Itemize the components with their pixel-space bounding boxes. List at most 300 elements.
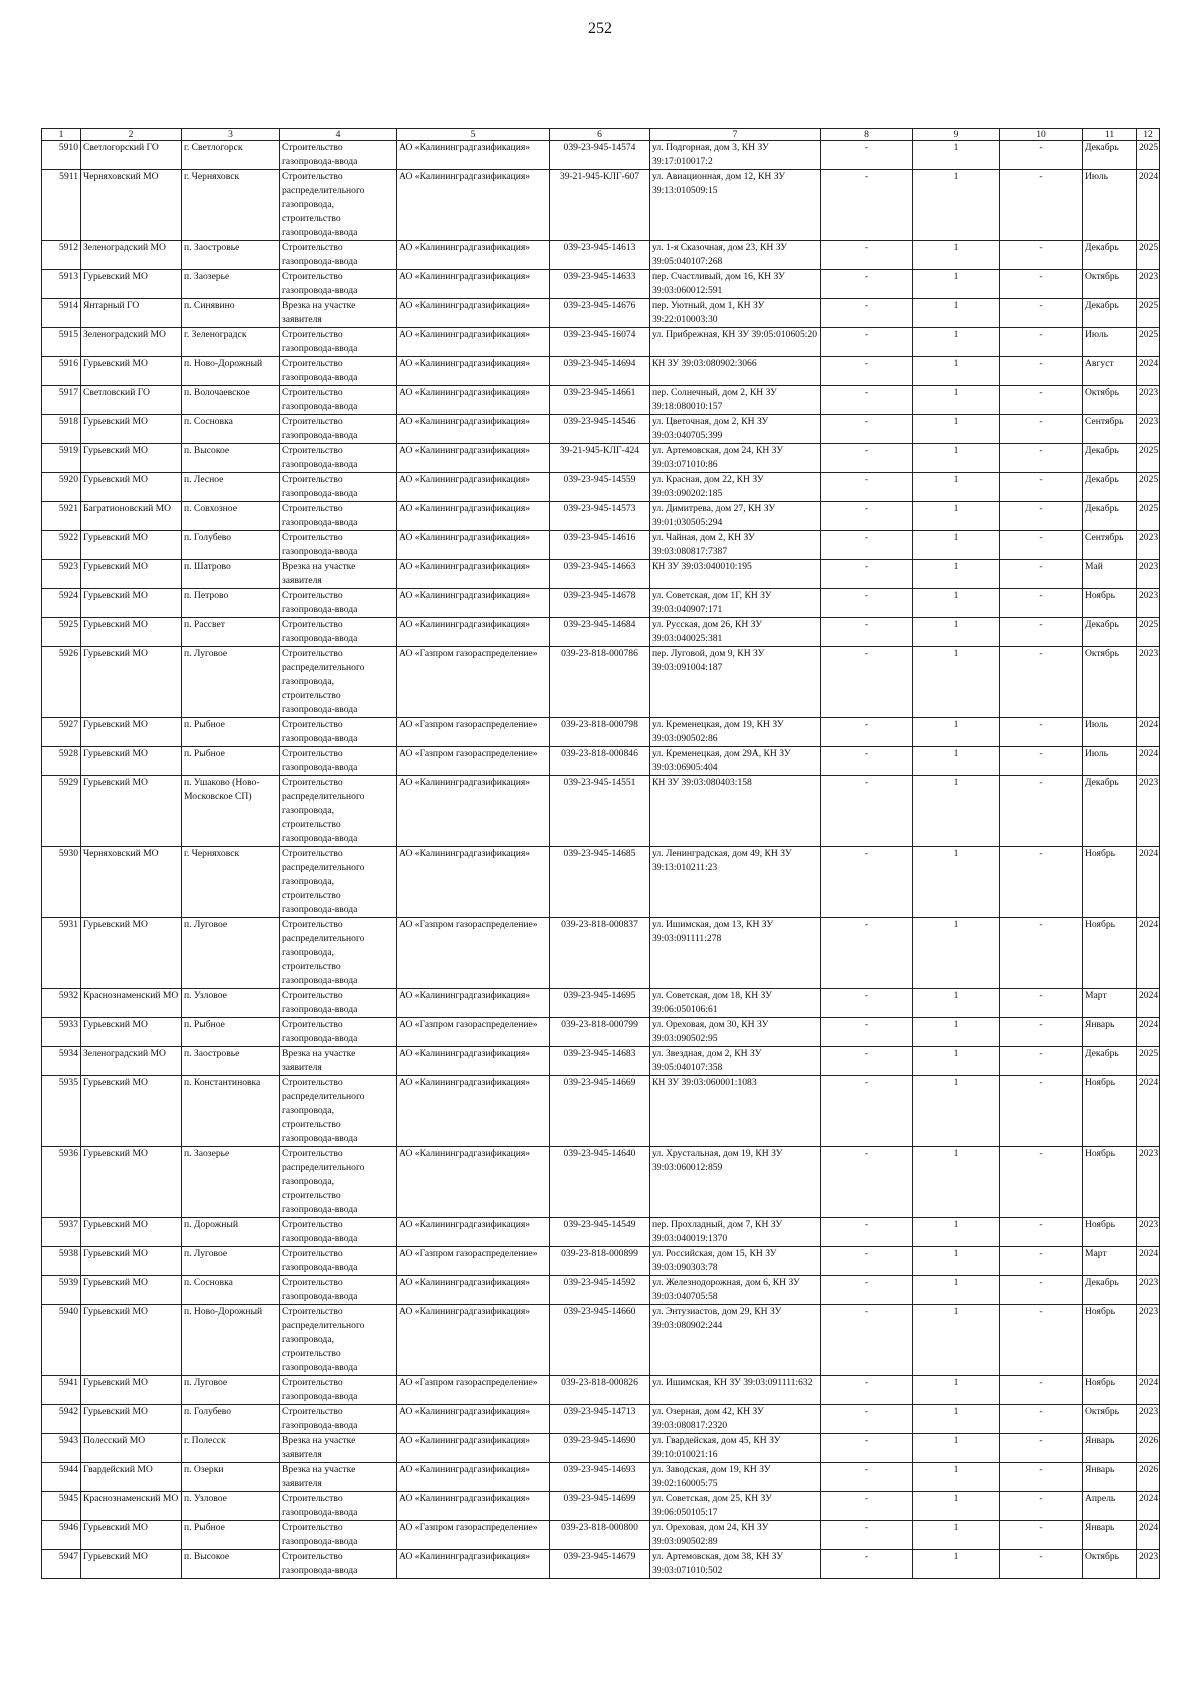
table-row <box>42 1276 1160 1305</box>
col8-cell: - <box>821 386 913 415</box>
col10-cell: - <box>1000 1550 1083 1579</box>
year-cell: 2024 <box>1137 1492 1160 1521</box>
request-code-cell: 039-23-945-14685 <box>550 847 650 918</box>
col9-cell: 1 <box>913 618 1000 647</box>
work-type-cell: Строительство газопровода-ввода <box>280 1247 397 1276</box>
table-row <box>42 1147 1160 1218</box>
col9-cell: 1 <box>913 1218 1000 1247</box>
address-cell: ул. Заводская, дом 19, КН ЗУ 39:02:160005:75 <box>650 1463 821 1492</box>
table-row <box>42 270 1160 299</box>
municipality-cell: Гурьевский МО <box>81 357 182 386</box>
organization-cell: АО «Калининградгазификация» <box>397 170 550 241</box>
organization-cell: АО «Калининградгазификация» <box>397 560 550 589</box>
address-cell: КН ЗУ 39:03:080403:158 <box>650 776 821 847</box>
request-code-cell: 039-23-945-14678 <box>550 589 650 618</box>
organization-cell: АО «Газпром газораспределение» <box>397 747 550 776</box>
col10-cell: - <box>1000 747 1083 776</box>
settlement-cell: п. Синявино <box>182 299 280 328</box>
request-code-cell: 039-23-945-14660 <box>550 1305 650 1376</box>
address-cell: ул. Гвардейская, дом 45, КН ЗУ 39:10:010021:16 <box>650 1434 821 1463</box>
table-row <box>42 847 1160 918</box>
table-row <box>42 502 1160 531</box>
work-type-cell: Врезка на участке заявителя <box>280 1463 397 1492</box>
col8-cell: - <box>821 1047 913 1076</box>
month-cell: Декабрь <box>1083 1047 1137 1076</box>
settlement-cell: п. Ново-Дорожный <box>182 1305 280 1376</box>
row-number-cell: 5923 <box>42 560 81 589</box>
settlement-cell: п. Луговое <box>182 1376 280 1405</box>
year-cell: 2025 <box>1137 618 1160 647</box>
col8-cell: - <box>821 618 913 647</box>
work-type-cell: Строительство газопровода-ввода <box>280 141 397 170</box>
col9-cell: 1 <box>913 776 1000 847</box>
row-number-cell: 5913 <box>42 270 81 299</box>
year-cell: 2026 <box>1137 1463 1160 1492</box>
month-cell: Декабрь <box>1083 502 1137 531</box>
year-cell: 2023 <box>1137 1305 1160 1376</box>
municipality-cell: Гурьевский МО <box>81 1018 182 1047</box>
settlement-cell: п. Узловое <box>182 989 280 1018</box>
column-header: 6 <box>550 129 650 141</box>
month-cell: Декабрь <box>1083 618 1137 647</box>
settlement-cell: г. Черняховск <box>182 170 280 241</box>
col10-cell: - <box>1000 473 1083 502</box>
col10-cell: - <box>1000 1521 1083 1550</box>
municipality-cell: Гурьевский МО <box>81 1218 182 1247</box>
row-number-cell: 5916 <box>42 357 81 386</box>
row-number-cell: 5931 <box>42 918 81 989</box>
settlement-cell: п. Заостровье <box>182 241 280 270</box>
col10-cell: - <box>1000 1434 1083 1463</box>
municipality-cell: Гурьевский МО <box>81 531 182 560</box>
request-code-cell: 039-23-945-14613 <box>550 241 650 270</box>
year-cell: 2024 <box>1137 1076 1160 1147</box>
settlement-cell: п. Заостровье <box>182 1047 280 1076</box>
work-type-cell: Строительство газопровода-ввода <box>280 473 397 502</box>
col8-cell: - <box>821 1521 913 1550</box>
month-cell: Декабрь <box>1083 241 1137 270</box>
work-type-cell: Строительство газопровода-ввода <box>280 1492 397 1521</box>
settlement-cell: п. Сосновка <box>182 1276 280 1305</box>
row-number-cell: 5918 <box>42 415 81 444</box>
settlement-cell: г. Полесск <box>182 1434 280 1463</box>
settlement-cell: п. Дорожный <box>182 1218 280 1247</box>
month-cell: Март <box>1083 1247 1137 1276</box>
col10-cell: - <box>1000 170 1083 241</box>
col9-cell: 1 <box>913 1463 1000 1492</box>
request-code-cell: 039-23-945-14683 <box>550 1047 650 1076</box>
col8-cell: - <box>821 718 913 747</box>
month-cell: Сентябрь <box>1083 531 1137 560</box>
col9-cell: 1 <box>913 328 1000 357</box>
work-type-cell: Строительство распределительного газопровода, строительство газопровода-ввода <box>280 847 397 918</box>
work-type-cell: Строительство газопровода-ввода <box>280 747 397 776</box>
organization-cell: АО «Калининградгазификация» <box>397 1405 550 1434</box>
row-number-cell: 5917 <box>42 386 81 415</box>
row-number-cell: 5912 <box>42 241 81 270</box>
municipality-cell: Гурьевский МО <box>81 1147 182 1218</box>
request-code-cell: 039-23-945-14661 <box>550 386 650 415</box>
col10-cell: - <box>1000 776 1083 847</box>
address-cell: ул. Ишимская, дом 13, КН ЗУ 39:03:091111:278 <box>650 918 821 989</box>
table-row <box>42 647 1160 718</box>
organization-cell: АО «Калининградгазификация» <box>397 502 550 531</box>
col10-cell: - <box>1000 415 1083 444</box>
work-type-cell: Строительство газопровода-ввода <box>280 718 397 747</box>
year-cell: 2023 <box>1137 776 1160 847</box>
table-row <box>42 386 1160 415</box>
year-cell: 2023 <box>1137 386 1160 415</box>
request-code-cell: 039-23-945-14546 <box>550 415 650 444</box>
table-row <box>42 989 1160 1018</box>
request-code-cell: 039-23-945-14640 <box>550 1147 650 1218</box>
col9-cell: 1 <box>913 1076 1000 1147</box>
col9-cell: 1 <box>913 918 1000 989</box>
row-number-cell: 5919 <box>42 444 81 473</box>
address-cell: пер. Счастливый, дом 16, КН ЗУ 39:03:060012:591 <box>650 270 821 299</box>
col10-cell: - <box>1000 1276 1083 1305</box>
col10-cell: - <box>1000 502 1083 531</box>
settlement-cell: г. Светлогорск <box>182 141 280 170</box>
row-number-cell: 5938 <box>42 1247 81 1276</box>
col8-cell: - <box>821 1405 913 1434</box>
month-cell: Май <box>1083 560 1137 589</box>
work-type-cell: Строительство газопровода-ввода <box>280 328 397 357</box>
row-number-cell: 5947 <box>42 1550 81 1579</box>
work-type-cell: Строительство газопровода-ввода <box>280 1218 397 1247</box>
request-code-cell: 039-23-945-14559 <box>550 473 650 502</box>
row-number-cell: 5924 <box>42 589 81 618</box>
column-header: 8 <box>821 129 913 141</box>
month-cell: Июль <box>1083 170 1137 241</box>
request-code-cell: 039-23-945-14693 <box>550 1463 650 1492</box>
municipality-cell: Полесский МО <box>81 1434 182 1463</box>
request-code-cell: 039-23-945-14695 <box>550 989 650 1018</box>
month-cell: Июль <box>1083 718 1137 747</box>
year-cell: 2023 <box>1137 531 1160 560</box>
month-cell: Ноябрь <box>1083 1218 1137 1247</box>
col8-cell: - <box>821 1492 913 1521</box>
table-header <box>42 129 1160 141</box>
year-cell: 2025 <box>1137 299 1160 328</box>
organization-cell: АО «Калининградгазификация» <box>397 1218 550 1247</box>
col9-cell: 1 <box>913 1405 1000 1434</box>
year-cell: 2025 <box>1137 328 1160 357</box>
row-number-cell: 5935 <box>42 1076 81 1147</box>
organization-cell: АО «Газпром газораспределение» <box>397 918 550 989</box>
month-cell: Август <box>1083 357 1137 386</box>
row-number-cell: 5914 <box>42 299 81 328</box>
organization-cell: АО «Калининградгазификация» <box>397 618 550 647</box>
year-cell: 2023 <box>1137 415 1160 444</box>
col10-cell: - <box>1000 1405 1083 1434</box>
settlement-cell: п. Луговое <box>182 1247 280 1276</box>
col9-cell: 1 <box>913 270 1000 299</box>
col8-cell: - <box>821 1376 913 1405</box>
year-cell: 2023 <box>1137 1550 1160 1579</box>
municipality-cell: Краснознаменский МО <box>81 1492 182 1521</box>
row-number-cell: 5926 <box>42 647 81 718</box>
work-type-cell: Строительство газопровода-ввода <box>280 241 397 270</box>
col8-cell: - <box>821 560 913 589</box>
work-type-cell: Строительство газопровода-ввода <box>280 1550 397 1579</box>
month-cell: Июль <box>1083 747 1137 776</box>
month-cell: Январь <box>1083 1521 1137 1550</box>
organization-cell: АО «Газпром газораспределение» <box>397 647 550 718</box>
municipality-cell: Гурьевский МО <box>81 1521 182 1550</box>
work-type-cell: Строительство распределительного газопровода, строительство газопровода-ввода <box>280 170 397 241</box>
municipality-cell: Гурьевский МО <box>81 1247 182 1276</box>
col10-cell: - <box>1000 1376 1083 1405</box>
municipality-cell: Гурьевский МО <box>81 918 182 989</box>
col10-cell: - <box>1000 647 1083 718</box>
month-cell: Декабрь <box>1083 1276 1137 1305</box>
col10-cell: - <box>1000 1218 1083 1247</box>
col9-cell: 1 <box>913 1018 1000 1047</box>
row-number-cell: 5911 <box>42 170 81 241</box>
organization-cell: АО «Калининградгазификация» <box>397 415 550 444</box>
col8-cell: - <box>821 1018 913 1047</box>
address-cell: КН ЗУ 39:03:040010:195 <box>650 560 821 589</box>
col9-cell: 1 <box>913 1434 1000 1463</box>
col10-cell: - <box>1000 618 1083 647</box>
work-type-cell: Строительство газопровода-ввода <box>280 531 397 560</box>
work-type-cell: Строительство газопровода-ввода <box>280 618 397 647</box>
table-row <box>42 1521 1160 1550</box>
work-type-cell: Врезка на участке заявителя <box>280 560 397 589</box>
organization-cell: АО «Газпром газораспределение» <box>397 718 550 747</box>
settlement-cell: п. Волочаевское <box>182 386 280 415</box>
address-cell: ул. Ишимская, КН ЗУ 39:03:091111:632 <box>650 1376 821 1405</box>
month-cell: Октябрь <box>1083 1550 1137 1579</box>
request-code-cell: 039-23-945-14551 <box>550 776 650 847</box>
year-cell: 2025 <box>1137 141 1160 170</box>
address-cell: ул. Цветочная, дом 2, КН ЗУ 39:03:040705:399 <box>650 415 821 444</box>
row-number-cell: 5941 <box>42 1376 81 1405</box>
settlement-cell: п. Петрово <box>182 589 280 618</box>
col10-cell: - <box>1000 1492 1083 1521</box>
row-number-cell: 5922 <box>42 531 81 560</box>
work-type-cell: Строительство газопровода-ввода <box>280 1018 397 1047</box>
organization-cell: АО «Газпром газораспределение» <box>397 1247 550 1276</box>
address-cell: ул. Артемовская, дом 38, КН ЗУ 39:03:071010:502 <box>650 1550 821 1579</box>
organization-cell: АО «Калининградгазификация» <box>397 1434 550 1463</box>
year-cell: 2025 <box>1137 473 1160 502</box>
month-cell: Октябрь <box>1083 270 1137 299</box>
address-cell: ул. Энтузиастов, дом 29, КН ЗУ 39:03:080902:244 <box>650 1305 821 1376</box>
col10-cell: - <box>1000 444 1083 473</box>
col9-cell: 1 <box>913 989 1000 1018</box>
row-number-cell: 5929 <box>42 776 81 847</box>
row-number-cell: 5930 <box>42 847 81 918</box>
work-type-cell: Строительство газопровода-ввода <box>280 1276 397 1305</box>
year-cell: 2024 <box>1137 1376 1160 1405</box>
col9-cell: 1 <box>913 299 1000 328</box>
address-cell: ул. Советская, дом 1Г, КН ЗУ 39:03:040907:171 <box>650 589 821 618</box>
organization-cell: АО «Калининградгазификация» <box>397 989 550 1018</box>
row-number-cell: 5943 <box>42 1434 81 1463</box>
address-cell: пер. Луговой, дом 9, КН ЗУ 39:03:091004:187 <box>650 647 821 718</box>
col10-cell: - <box>1000 328 1083 357</box>
month-cell: Октябрь <box>1083 1405 1137 1434</box>
request-code-cell: 39-21-945-КЛГ-607 <box>550 170 650 241</box>
col10-cell: - <box>1000 141 1083 170</box>
col10-cell: - <box>1000 1247 1083 1276</box>
request-code-cell: 039-23-818-000846 <box>550 747 650 776</box>
table-row <box>42 918 1160 989</box>
year-cell: 2024 <box>1137 989 1160 1018</box>
municipality-cell: Гурьевский МО <box>81 1550 182 1579</box>
row-number-cell: 5934 <box>42 1047 81 1076</box>
row-number-cell: 5940 <box>42 1305 81 1376</box>
row-number-cell: 5945 <box>42 1492 81 1521</box>
address-cell: КН ЗУ 39:03:060001:1083 <box>650 1076 821 1147</box>
table-row <box>42 444 1160 473</box>
year-cell: 2025 <box>1137 502 1160 531</box>
col8-cell: - <box>821 918 913 989</box>
address-cell: КН ЗУ 39:03:080902:3066 <box>650 357 821 386</box>
organization-cell: АО «Калининградгазификация» <box>397 1076 550 1147</box>
organization-cell: АО «Калининградгазификация» <box>397 357 550 386</box>
settlement-cell: п. Шатрово <box>182 560 280 589</box>
organization-cell: АО «Калининградгазификация» <box>397 141 550 170</box>
table-row <box>42 241 1160 270</box>
row-number-cell: 5933 <box>42 1018 81 1047</box>
organization-cell: АО «Калининградгазификация» <box>397 1492 550 1521</box>
work-type-cell: Строительство газопровода-ввода <box>280 444 397 473</box>
col8-cell: - <box>821 241 913 270</box>
col9-cell: 1 <box>913 1492 1000 1521</box>
col9-cell: 1 <box>913 1521 1000 1550</box>
request-code-cell: 39-21-945-КЛГ-424 <box>550 444 650 473</box>
col8-cell: - <box>821 444 913 473</box>
address-cell: ул. Прибрежная, КН ЗУ 39:05:010605:20 <box>650 328 821 357</box>
address-cell: ул. Подгорная, дом 3, КН ЗУ 39:17:010017:2 <box>650 141 821 170</box>
table-row <box>42 1463 1160 1492</box>
settlement-cell: п. Голубево <box>182 531 280 560</box>
organization-cell: АО «Калининградгазификация» <box>397 473 550 502</box>
column-header: 4 <box>280 129 397 141</box>
address-cell: пер. Солнечный, дом 2, КН ЗУ 39:18:080010:157 <box>650 386 821 415</box>
organization-cell: АО «Калининградгазификация» <box>397 299 550 328</box>
year-cell: 2025 <box>1137 1047 1160 1076</box>
col8-cell: - <box>821 1434 913 1463</box>
municipality-cell: Гурьевский МО <box>81 1276 182 1305</box>
col9-cell: 1 <box>913 1550 1000 1579</box>
request-code-cell: 039-23-945-14684 <box>550 618 650 647</box>
table-row <box>42 747 1160 776</box>
col10-cell: - <box>1000 531 1083 560</box>
year-cell: 2023 <box>1137 589 1160 618</box>
page-number: 252 <box>588 20 612 37</box>
col10-cell: - <box>1000 989 1083 1018</box>
work-type-cell: Строительство распределительного газопровода, строительство газопровода-ввода <box>280 776 397 847</box>
municipality-cell: Зеленоградский МО <box>81 1047 182 1076</box>
settlement-cell: п. Узловое <box>182 1492 280 1521</box>
year-cell: 2023 <box>1137 1218 1160 1247</box>
column-header: 5 <box>397 129 550 141</box>
col8-cell: - <box>821 989 913 1018</box>
municipality-cell: Черняховский МО <box>81 847 182 918</box>
month-cell: Октябрь <box>1083 386 1137 415</box>
year-cell: 2024 <box>1137 1018 1160 1047</box>
settlement-cell: п. Рассвет <box>182 618 280 647</box>
col9-cell: 1 <box>913 1305 1000 1376</box>
municipality-cell: Зеленоградский МО <box>81 241 182 270</box>
municipality-cell: Гурьевский МО <box>81 718 182 747</box>
address-cell: ул. Ореховая, дом 30, КН ЗУ 39:03:090502:95 <box>650 1018 821 1047</box>
table-row <box>42 718 1160 747</box>
request-code-cell: 039-23-818-000837 <box>550 918 650 989</box>
col10-cell: - <box>1000 918 1083 989</box>
year-cell: 2024 <box>1137 747 1160 776</box>
request-code-cell: 039-23-945-14699 <box>550 1492 650 1521</box>
col9-cell: 1 <box>913 170 1000 241</box>
settlement-cell: п. Ново-Дорожный <box>182 357 280 386</box>
table-row <box>42 1305 1160 1376</box>
organization-cell: АО «Газпром газораспределение» <box>397 1521 550 1550</box>
column-header: 11 <box>1083 129 1137 141</box>
month-cell: Январь <box>1083 1018 1137 1047</box>
request-code-cell: 039-23-945-14690 <box>550 1434 650 1463</box>
work-type-cell: Строительство распределительного газопровода, строительство газопровода-ввода <box>280 647 397 718</box>
address-cell: ул. Чайная, дом 2, КН ЗУ 39:03:080817:7387 <box>650 531 821 560</box>
column-header: 1 <box>42 129 81 141</box>
address-cell: ул. Железнодорожная, дом 6, КН ЗУ 39:03:040705:58 <box>650 1276 821 1305</box>
work-type-cell: Строительство распределительного газопровода, строительство газопровода-ввода <box>280 1147 397 1218</box>
work-type-cell: Строительство газопровода-ввода <box>280 415 397 444</box>
table-row <box>42 776 1160 847</box>
col9-cell: 1 <box>913 718 1000 747</box>
settlement-cell: п. Рыбное <box>182 747 280 776</box>
col8-cell: - <box>821 1550 913 1579</box>
settlement-cell: г. Черняховск <box>182 847 280 918</box>
work-type-cell: Строительство газопровода-ввода <box>280 1405 397 1434</box>
address-cell: ул. Озерная, дом 42, КН ЗУ 39:03:080817:2320 <box>650 1405 821 1434</box>
table-row <box>42 1218 1160 1247</box>
organization-cell: АО «Калининградгазификация» <box>397 1276 550 1305</box>
municipality-cell: Зеленоградский МО <box>81 328 182 357</box>
request-code-cell: 039-23-945-14679 <box>550 1550 650 1579</box>
settlement-cell: п. Озерки <box>182 1463 280 1492</box>
request-code-cell: 039-23-818-000800 <box>550 1521 650 1550</box>
month-cell: Январь <box>1083 1434 1137 1463</box>
col10-cell: - <box>1000 718 1083 747</box>
row-number-cell: 5928 <box>42 747 81 776</box>
municipality-cell: Гурьевский МО <box>81 1076 182 1147</box>
month-cell: Сентябрь <box>1083 415 1137 444</box>
municipality-cell: Гурьевский МО <box>81 444 182 473</box>
col9-cell: 1 <box>913 747 1000 776</box>
municipality-cell: Багратионовский МО <box>81 502 182 531</box>
request-code-cell: 039-23-945-14574 <box>550 141 650 170</box>
settlement-cell: п. Высокое <box>182 444 280 473</box>
year-cell: 2024 <box>1137 1247 1160 1276</box>
settlement-cell: п. Сосновка <box>182 415 280 444</box>
table-body <box>42 141 1160 1579</box>
municipality-cell: Гурьевский МО <box>81 618 182 647</box>
request-code-cell: 039-23-818-000826 <box>550 1376 650 1405</box>
address-cell: ул. Артемовская, дом 24, КН ЗУ 39:03:071010:86 <box>650 444 821 473</box>
table-row <box>42 1376 1160 1405</box>
year-cell: 2023 <box>1137 270 1160 299</box>
col10-cell: - <box>1000 589 1083 618</box>
month-cell: Апрель <box>1083 1492 1137 1521</box>
work-type-cell: Строительство распределительного газопровода, строительство газопровода-ввода <box>280 918 397 989</box>
address-cell: ул. Ленинградская, дом 49, КН ЗУ 39:13:010211:23 <box>650 847 821 918</box>
month-cell: Март <box>1083 989 1137 1018</box>
address-cell: ул. Русская, дом 26, КН ЗУ 39:03:040025:381 <box>650 618 821 647</box>
